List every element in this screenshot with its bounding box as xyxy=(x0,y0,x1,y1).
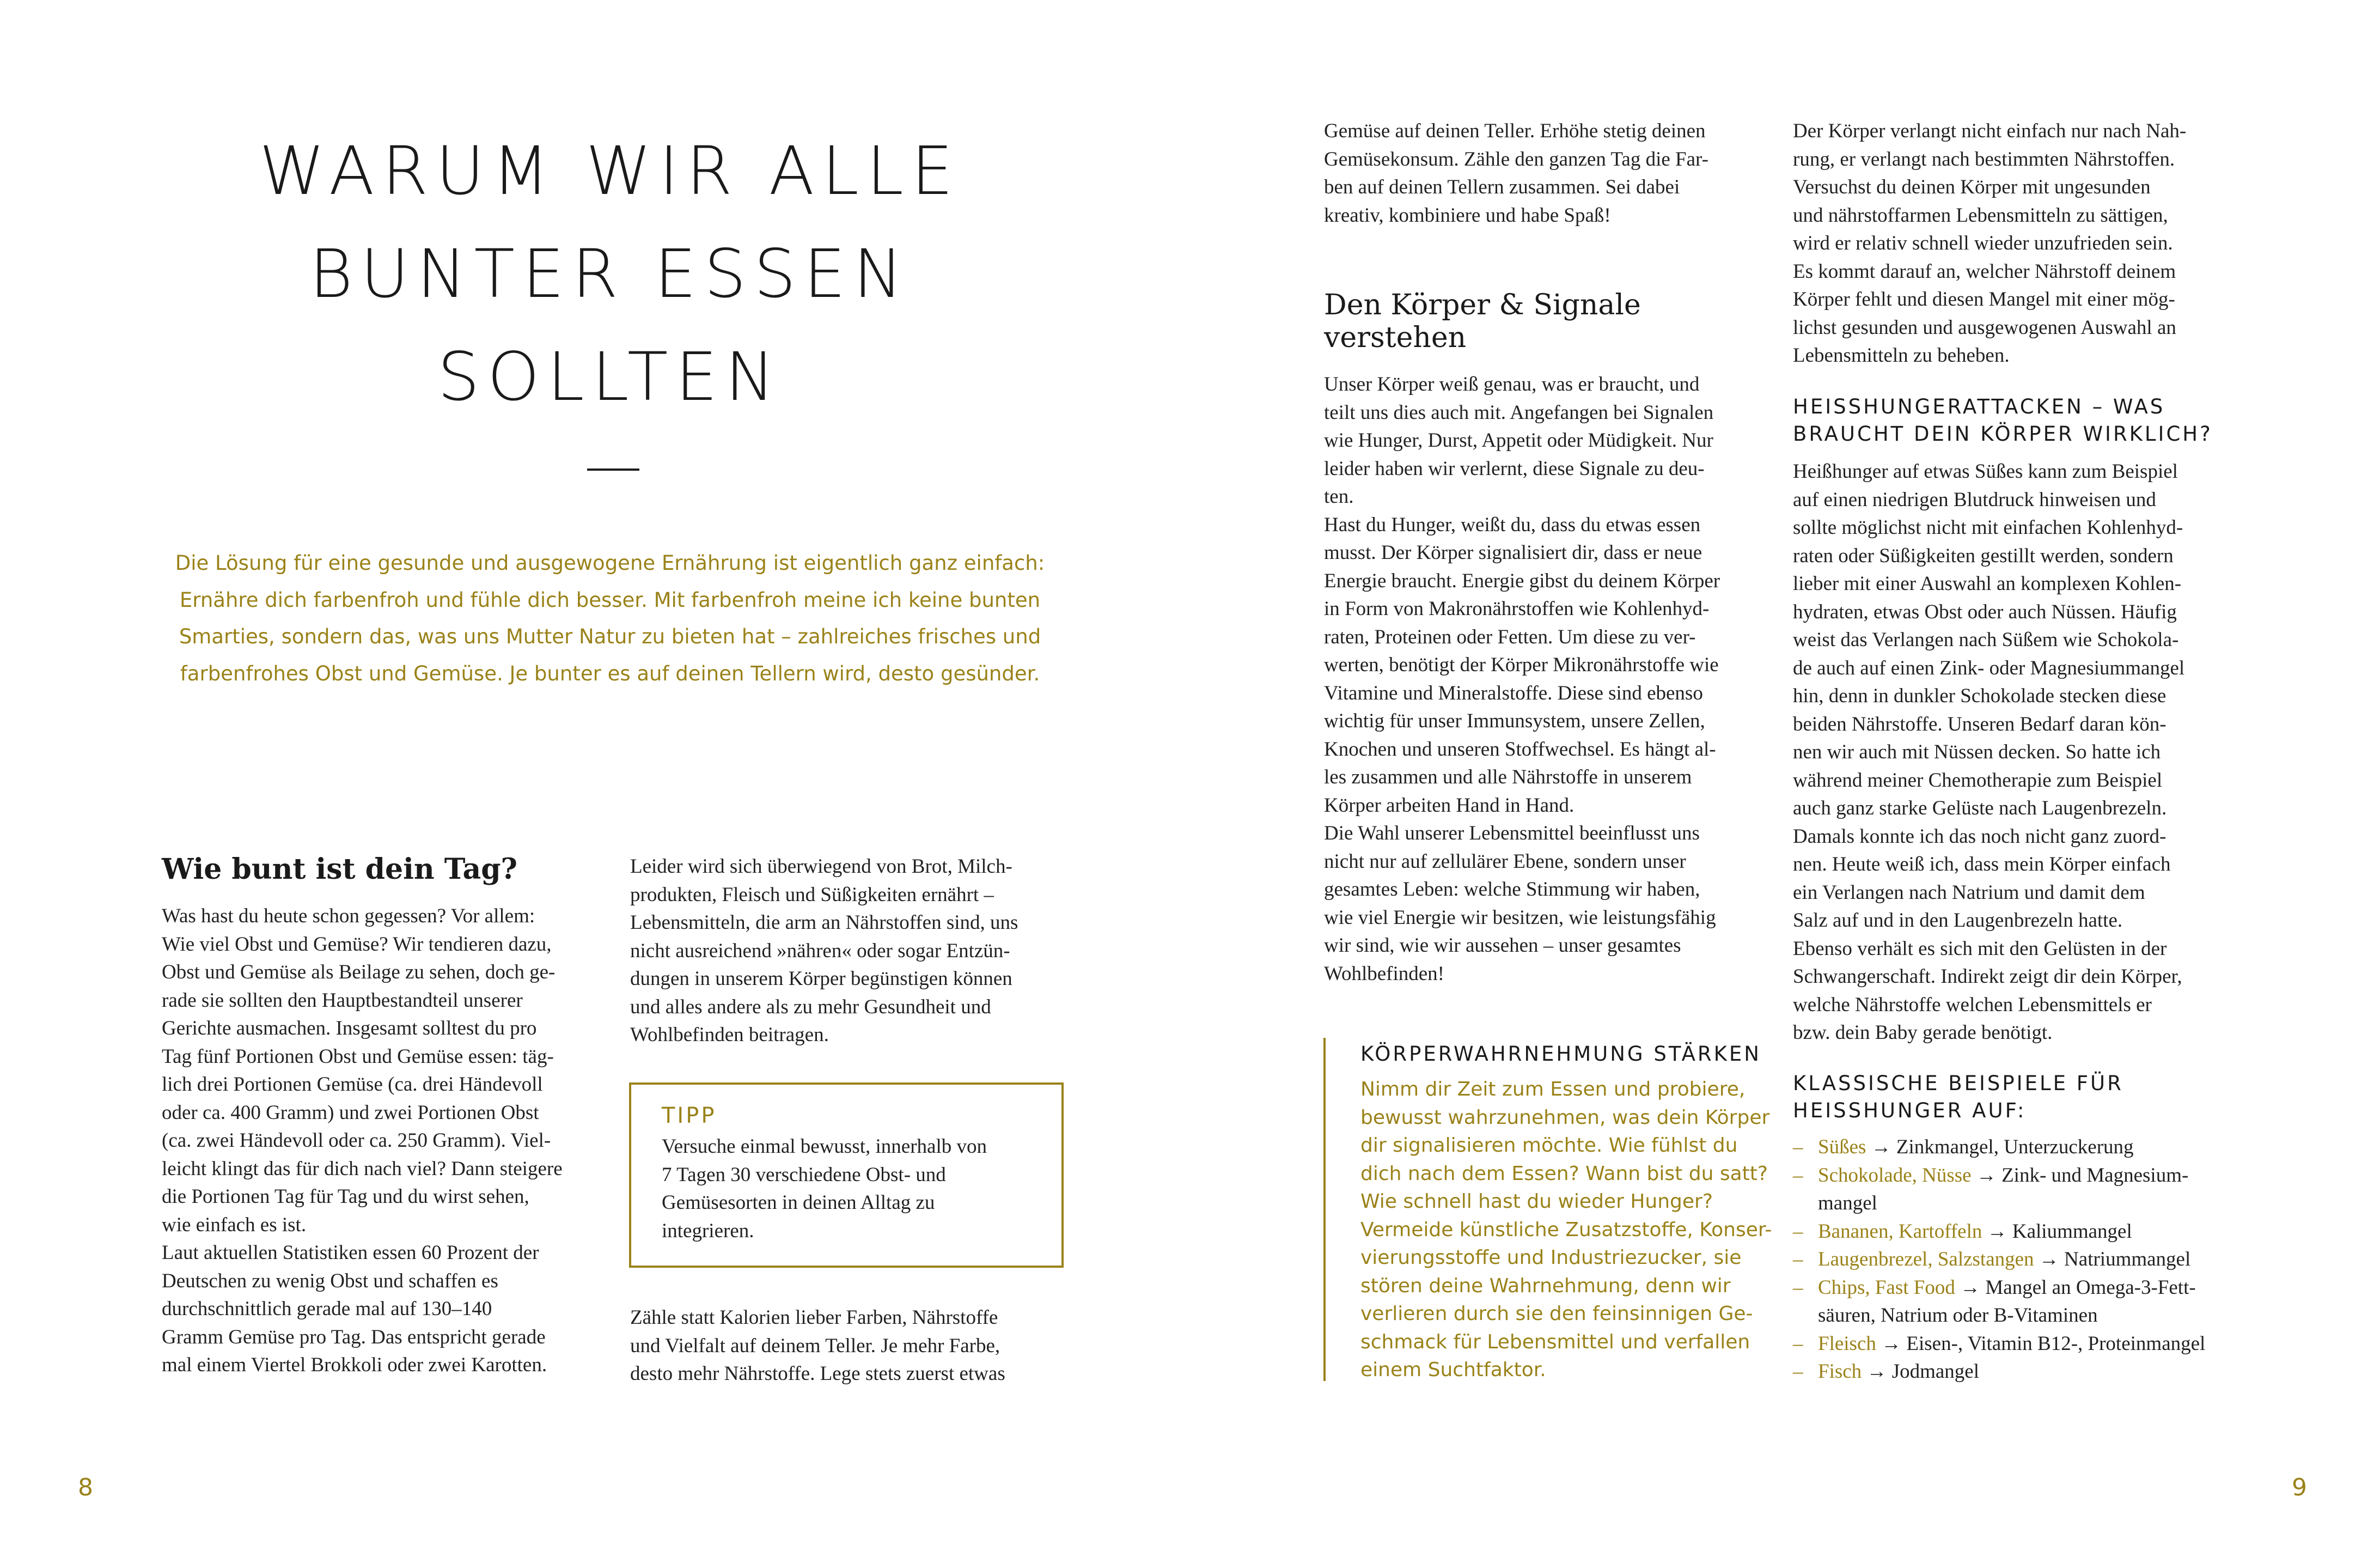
craving-food: Fisch xyxy=(1818,1360,1862,1383)
aside-line: einem Suchtfaktor. xyxy=(1360,1359,1546,1381)
body-line: raten oder Süßigkeiten gestillt werden, sondern xyxy=(1793,544,2174,567)
body-line: und alles andere als zu mehr Gesundheit und xyxy=(630,995,991,1018)
craving-deficiency: Zink- und Magnesium- xyxy=(2001,1164,2189,1187)
body-line: Hast du Hunger, weißt du, dass du etwas essen xyxy=(1324,513,1701,536)
body-line: Gerichte ausmachen. Insgesamt solltest du pro xyxy=(162,1017,537,1039)
body-line: hydraten, etwas Obst oder auch Nüssen. Häufig xyxy=(1793,600,2177,623)
page-number-right: 9 xyxy=(2292,1474,2307,1501)
body-line: und Vielfalt auf deinem Teller. Je mehr Farbe, xyxy=(630,1334,1000,1357)
column-1-text xyxy=(162,902,563,1379)
craving-item xyxy=(1793,1161,2205,1218)
body-line: und nährstoffarmen Lebensmitteln zu sättigen, xyxy=(1793,204,2168,227)
craving-food: Süßes xyxy=(1818,1136,1866,1158)
body-line: Unser Körper weiß genau, was er braucht, und xyxy=(1324,373,1700,396)
heading-beispiele xyxy=(1793,1070,2123,1124)
body-line: sollte möglichst nicht mit einfachen Kohlenhyd- xyxy=(1793,516,2183,539)
body-line: wir sind, wie wir aussehen – unser gesamtes xyxy=(1324,934,1681,957)
craving-continuation: säuren, Natrium oder B-Vitaminen xyxy=(1818,1304,2098,1327)
body-line: Lebensmitteln, die arm an Nährstoffen sind, uns xyxy=(630,911,1018,934)
craving-item xyxy=(1793,1245,2205,1274)
aside-line: dich nach dem Essen? Wann bist du satt? xyxy=(1360,1162,1768,1185)
column-2-top-text xyxy=(630,853,1018,1049)
body-line: Vitamine und Mineralstoffe. Diese sind ebenso xyxy=(1324,682,1703,704)
body-line: nen wir auch mit Nüssen decken. So hatte ich xyxy=(1793,741,2161,763)
body-line: weist das Verlangen nach Süßem wie Schokola- xyxy=(1793,629,2179,651)
craving-dash: – xyxy=(1793,1136,1803,1158)
title-line: BUNTER ESSEN xyxy=(309,235,911,313)
body-line: leicht klingt das für dich nach viel? Dann steigere xyxy=(162,1157,563,1180)
craving-item xyxy=(1793,1274,2205,1330)
body-line: rade sie sollten den Hauptbestandteil unserer xyxy=(162,989,523,1012)
craving-dash: – xyxy=(1793,1360,1803,1383)
intro-line: Smarties, sondern das, was uns Mutter Natur zu bieten hat – zahlreiches frisches und xyxy=(179,625,1041,648)
body-line: lichst gesunden und ausgewogenen Auswahl an xyxy=(1793,316,2176,339)
body-line: (ca. zwei Händevoll oder ca. 250 Gramm). Viel- xyxy=(162,1129,551,1152)
title-line: SOLLTEN xyxy=(437,338,783,416)
body-line: durchschnittlich gerade mal auf 130–140 xyxy=(162,1298,492,1320)
arrow-icon: → xyxy=(1987,1220,2007,1243)
arrow-icon: → xyxy=(1871,1136,1891,1158)
craving-item xyxy=(1793,1218,2205,1246)
body-line: Tag fünf Portionen Obst und Gemüse essen: täg- xyxy=(162,1045,554,1068)
body-line: de auch auf einen Zink- oder Magnesiummangel xyxy=(1793,656,2185,679)
aside-line: Wie schnell hast du wieder Hunger? xyxy=(1360,1190,1713,1213)
craving-deficiency: Zinkmangel, Unterzuckerung xyxy=(1896,1136,2134,1158)
body-line: die Portionen Tag für Tag und du wirst sehen, xyxy=(162,1185,529,1208)
body-line: bzw. dein Baby gerade benötigt. xyxy=(1793,1021,2053,1044)
craving-food: Laugenbrezel, Salzstangen xyxy=(1818,1248,2034,1270)
body-line: in Form von Makronährstoffen wie Kohlenhyd- xyxy=(1324,598,1710,620)
body-line: desto mehr Nährstoffe. Lege stets zuerst etwas xyxy=(630,1363,1005,1385)
arrow-icon: → xyxy=(2039,1248,2059,1270)
body-line: wie einfach es ist. xyxy=(162,1213,307,1236)
body-line: dungen in unserem Körper begünstigen können xyxy=(630,968,1012,990)
arrow-icon: → xyxy=(1881,1332,1902,1355)
craving-food: Schokolade, Nüsse xyxy=(1818,1164,1972,1187)
body-line: kreativ, kombiniere und habe Spaß! xyxy=(1324,204,1611,227)
heading-line: HEISSHUNGERATTACKEN – WAS xyxy=(1793,395,2165,418)
body-line: Wie viel Obst und Gemüse? Wir tendieren dazu, xyxy=(162,933,552,956)
body-line: mal einem Viertel Brokkoli oder zwei Karotten. xyxy=(162,1354,547,1376)
arrow-icon: → xyxy=(1976,1164,1997,1187)
craving-dash: – xyxy=(1793,1248,1803,1270)
aside-line: verlieren durch sie den feinsinnigen Ge- xyxy=(1360,1303,1753,1325)
body-line: musst. Der Körper signalisiert dir, dass er neue xyxy=(1324,542,1702,564)
body-line: nicht nur auf zellulärer Ebene, sondern unser xyxy=(1324,850,1686,873)
body-line: Was hast du heute schon gegessen? Vor allem: xyxy=(162,905,535,927)
title-line: WARUM WIR ALLE xyxy=(259,132,961,210)
section-heading-wie-bunt: Wie bunt ist dein Tag? xyxy=(162,853,518,886)
body-line: Salz auf und in den Laugenbrezeln hatte. xyxy=(1793,909,2123,932)
craving-food: Chips, Fast Food xyxy=(1818,1276,1955,1299)
body-line: ben auf deinen Tellern zusammen. Sei dabei xyxy=(1324,176,1680,198)
section-heading-koerper xyxy=(1324,289,1641,354)
body-line: wird er relativ schnell wieder unzufrieden sein. xyxy=(1793,232,2173,254)
body-line: Schwangerschaft. Indirekt zeigt dir dein Körper, xyxy=(1793,965,2182,988)
body-line: auf einen niedrigen Blutdruck hinweisen und xyxy=(1793,488,2156,511)
body-line: Energie braucht. Energie gibst du deinem Körper xyxy=(1324,569,1720,592)
body-line: gesamtes Leben: welche Stimmung wir haben, xyxy=(1324,878,1700,901)
aside-line: schmack für Lebensmittel und verfallen xyxy=(1360,1330,1750,1353)
intro-line: Die Lösung für eine gesunde und ausgewogene Ernährung ist eigentlich ganz einfach: xyxy=(175,551,1045,575)
craving-deficiency: Eisen-, Vitamin B12-, Proteinmangel xyxy=(1906,1332,2206,1355)
body-line: Gemüsekonsum. Zähle den ganzen Tag die Far- xyxy=(1324,148,1708,171)
title-divider xyxy=(587,469,639,471)
arrow-icon: → xyxy=(1960,1276,1981,1299)
aside-line: vierungsstoffe und Industriezucker, sie xyxy=(1360,1246,1742,1269)
body-line: Gramm Gemüse pro Tag. Das entspricht gerade xyxy=(162,1325,546,1348)
intro-paragraph xyxy=(163,545,1057,692)
body-line: Zähle statt Kalorien lieber Farben, Nährstoffe xyxy=(630,1306,998,1329)
body-line: Damals konnte ich das noch nicht ganz zuord- xyxy=(1793,825,2167,848)
body-line: Körper arbeiten Hand in Hand. xyxy=(1324,794,1575,817)
aside-line: dir signalisieren möchte. Wie fühlst du xyxy=(1360,1134,1738,1157)
heading-line: Den Körper & Signale xyxy=(1324,289,1641,321)
aside-line: bewusst wahrzunehmen, was dein Körper xyxy=(1360,1106,1770,1129)
body-line: Wohlbefinden beitragen. xyxy=(630,1024,829,1046)
craving-food: Bananen, Kartoffeln xyxy=(1818,1220,1982,1243)
body-line: Die Wahl unserer Lebensmittel beeinflusst uns xyxy=(1324,822,1700,844)
heading-line: KLASSISCHE BEISPIELE FÜR xyxy=(1793,1072,2123,1095)
body-line: rung, er verlangt nach bestimmten Nährstoffen. xyxy=(1793,148,2175,171)
aside-text xyxy=(1360,1075,1772,1384)
body-line: welche Nährstoffe welchen Lebensmittels er xyxy=(1793,993,2152,1016)
page-number-left: 8 xyxy=(78,1474,93,1501)
craving-deficiency: Jodmangel xyxy=(1891,1360,1979,1383)
intro-line: Ernähre dich farbenfroh und fühle dich besser. Mit farbenfroh meine ich keine bunten xyxy=(179,588,1041,612)
body-line: nicht ausreichend »nähren« oder sogar Entzün- xyxy=(630,939,1010,962)
column-1 xyxy=(162,853,563,1379)
craving-food: Fleisch xyxy=(1818,1332,1876,1355)
craving-item xyxy=(1793,1133,2205,1161)
body-line: lich drei Portionen Gemüse (ca. drei Händevoll xyxy=(162,1073,543,1096)
intro-line: farbenfrohes Obst und Gemüse. Je bunter es auf deinen Tellern wird, desto gesünder. xyxy=(180,661,1040,685)
body-line: auch ganz starke Gelüste nach Laugenbrezeln. xyxy=(1793,797,2167,819)
arrow-icon: → xyxy=(1866,1360,1887,1383)
page-title xyxy=(163,120,1057,429)
body-line: wie viel Energie wir besitzen, wie leistungsfähig xyxy=(1324,906,1716,929)
column-2-bottom-text xyxy=(630,1304,1005,1388)
aside-accent-bar xyxy=(1323,1038,1326,1381)
craving-item xyxy=(1793,1358,2205,1386)
craving-dash: – xyxy=(1793,1276,1803,1299)
cravings-list xyxy=(1793,1133,2205,1386)
body-line: produkten, Fleisch und Süßigkeiten ernährt – xyxy=(630,883,994,906)
craving-item xyxy=(1793,1330,2205,1358)
craving-deficiency: Mangel an Omega-3-Fett- xyxy=(1985,1276,2196,1299)
body-line: beiden Nährstoffe. Unseren Bedarf daran kön- xyxy=(1793,713,2167,735)
body-line: werten, benötigt der Körper Mikronährstoffe wie xyxy=(1324,654,1719,676)
tipp-line: Versuche einmal bewusst, innerhalb von xyxy=(662,1135,987,1158)
body-line: hin, denn in dunkler Schokolade stecken diese xyxy=(1793,685,2167,707)
craving-deficiency: Kaliummangel xyxy=(2012,1220,2132,1243)
aside-line: Vermeide künstliche Zusatzstoffe, Konser- xyxy=(1360,1218,1772,1241)
tipp-title: TIPP xyxy=(662,1103,717,1128)
tipp-box xyxy=(629,1082,1064,1268)
aside-title: KÖRPERWAHRNEHMUNG STÄRKEN xyxy=(1360,1042,1761,1066)
body-line: Der Körper verlangt nicht einfach nur nach Nah- xyxy=(1793,120,2187,142)
body-line: Knochen und unseren Stoffwechsel. Es hängt al- xyxy=(1324,738,1716,761)
body-line: Wohlbefinden! xyxy=(1324,962,1445,985)
body-line: wichtig für unser Immunsystem, unsere Zellen, xyxy=(1324,710,1705,732)
body-line: Deutschen zu wenig Obst und schaffen es xyxy=(162,1269,498,1292)
body-line: leider haben wir verlernt, diese Signale zu deu- xyxy=(1324,457,1705,480)
craving-dash: – xyxy=(1793,1220,1803,1243)
craving-deficiency: Natriummangel xyxy=(2064,1248,2191,1270)
body-line: wie Hunger, Durst, Appetit oder Müdigkeit. Nur xyxy=(1324,429,1713,452)
aside-line: Nimm dir Zeit zum Essen und probiere, xyxy=(1360,1078,1746,1100)
body-line: Gemüse auf deinen Teller. Erhöhe stetig deinen xyxy=(1324,120,1706,142)
body-line: Heißhunger auf etwas Süßes kann zum Beispiel xyxy=(1793,460,2178,483)
tipp-line: 7 Tagen 30 verschiedene Obst- und xyxy=(662,1163,946,1186)
body-line: Ebenso verhält es sich mit den Gelüsten in der xyxy=(1793,937,2167,960)
heading-line: verstehen xyxy=(1324,321,1467,354)
tipp-line: integrieren. xyxy=(662,1219,754,1242)
body-line: Laut aktuellen Statistiken essen 60 Prozent der xyxy=(162,1242,539,1264)
body-line: Es kommt darauf an, welcher Nährstoff deinem xyxy=(1793,260,2176,283)
body-line: teilt uns dies auch mit. Angefangen bei Signalen xyxy=(1324,401,1714,424)
body-line: raten, Proteinen oder Fetten. Um diese zu ver- xyxy=(1324,625,1696,648)
body-line: oder ca. 400 Gramm) und zwei Portionen Obst xyxy=(162,1101,539,1124)
body-line: Lebensmitteln zu beheben. xyxy=(1793,344,2010,367)
body-line: ein Verlangen nach Natrium und damit dem xyxy=(1793,881,2145,904)
body-line: Versuchst du deinen Körper mit ungesunden xyxy=(1793,176,2151,198)
craving-continuation: mangel xyxy=(1818,1192,1877,1214)
heading-line: HEISSHUNGER AUF: xyxy=(1793,1099,2027,1122)
body-line: Obst und Gemüse als Beilage zu sehen, doch ge- xyxy=(162,961,556,983)
column-3-text xyxy=(1324,370,1720,988)
craving-dash: – xyxy=(1793,1332,1803,1355)
body-line: nen. Heute weiß ich, dass mein Körper einfach xyxy=(1793,853,2171,875)
column-4-top-text xyxy=(1793,117,2186,370)
body-line: Leider wird sich überwiegend von Brot, Milch- xyxy=(630,855,1012,878)
column-4-mid-text xyxy=(1793,458,2184,1047)
heading-line: BRAUCHT DEIN KÖRPER WIRKLICH? xyxy=(1793,422,2213,446)
heading-heisshunger xyxy=(1793,393,2213,448)
tipp-text xyxy=(662,1133,987,1245)
aside-line: stören deine Wahrnehmung, denn wir xyxy=(1360,1274,1731,1297)
body-line: Körper fehlt und diesen Mangel mit einer mög- xyxy=(1793,288,2175,311)
tipp-line: Gemüsesorten in deinen Alltag zu xyxy=(662,1191,935,1214)
body-line: les zusammen und alle Nährstoffe in unserem xyxy=(1324,766,1692,788)
body-line: ten. xyxy=(1324,485,1354,508)
column-3-top-text xyxy=(1324,117,1708,229)
body-line: lieber mit einer Auswahl an komplexen Kohlen- xyxy=(1793,573,2182,595)
craving-dash: – xyxy=(1793,1164,1803,1187)
body-line: während meiner Chemotherapie zum Beispiel xyxy=(1793,769,2163,792)
